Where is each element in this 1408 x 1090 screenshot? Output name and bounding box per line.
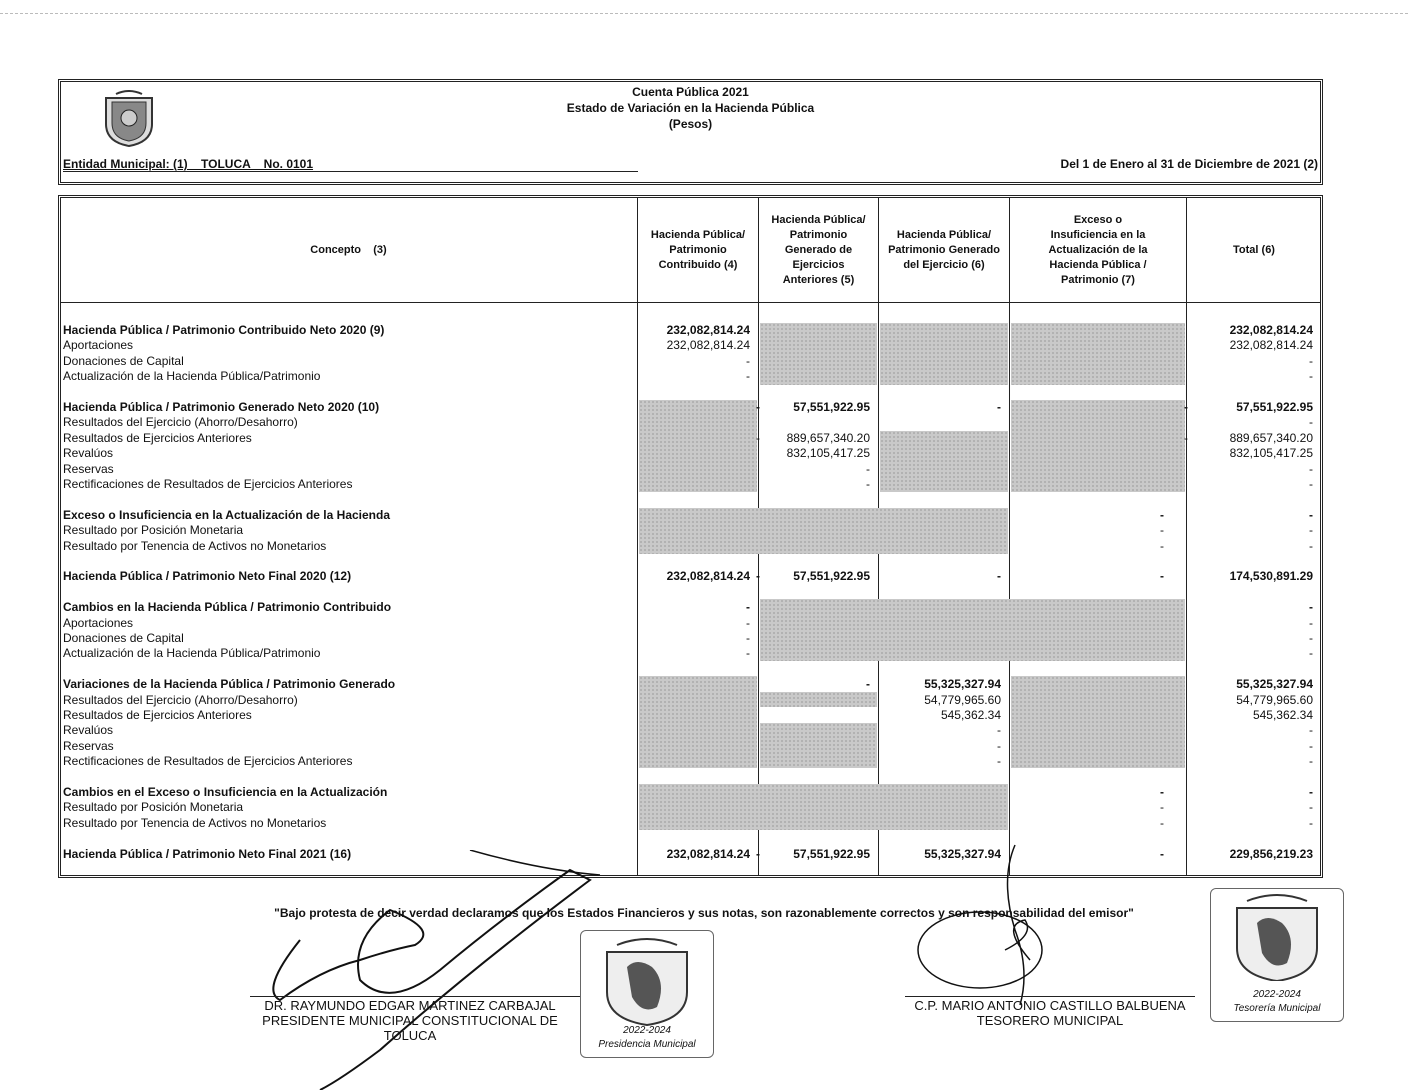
cell-value: - (746, 353, 750, 368)
treasury-stamp (1210, 888, 1344, 1022)
cell-c5 (759, 677, 870, 692)
col-header-line: Patrimonio Generado (888, 243, 1000, 256)
signer-president (230, 998, 590, 1043)
cell-c6 (879, 708, 1001, 723)
negative-sign: - (756, 569, 760, 584)
cell-c6 (879, 754, 1001, 769)
signer-president-city: TOLUCA (383, 1028, 437, 1043)
shaded-cell-block (880, 431, 1008, 492)
cell-c7 (1010, 800, 1164, 815)
cell-c5 (756, 569, 870, 584)
cell-value: - (997, 569, 1001, 584)
cell-c6 (879, 677, 1001, 692)
cell-value: 54,779,965.60 (924, 692, 1001, 707)
row-label: Hacienda Pública / Patrimonio Neto Final 2020 (12) (63, 569, 352, 584)
cell-value: 889,657,340.20 (1229, 430, 1313, 445)
cell-total (1187, 616, 1313, 631)
cell-value: 57,551,922.95 (1236, 400, 1313, 414)
cell-c6 (879, 723, 1001, 738)
cell-total (1187, 323, 1313, 338)
cell-total (1187, 523, 1313, 538)
negative-sign: - (1184, 430, 1188, 445)
cell-total (1187, 508, 1313, 523)
cell-value: 232,082,814.24 (666, 323, 750, 337)
signer-treasurer-title: TESORERO MUNICIPAL (976, 1013, 1124, 1028)
shaded-cell-block (760, 599, 1185, 661)
cell-value: - (1309, 800, 1313, 815)
presidency-stamp-label: Presidencia Municipal (598, 1039, 696, 1050)
col-header-concept-text: Concepto (3) (310, 243, 387, 256)
cell-total (1187, 816, 1313, 831)
row-label: Donaciones de Capital (63, 631, 184, 645)
cell-total (1187, 369, 1313, 384)
cell-total (1187, 569, 1313, 584)
negative-sign: - (756, 846, 760, 861)
presidency-stamp-year: 2022-2024 (623, 1025, 671, 1036)
col-header-total (1187, 200, 1321, 300)
cell-c4 (638, 338, 750, 353)
cell-total (1184, 430, 1313, 446)
report-subtitle: Estado de Variación en la Hacienda Pública (566, 101, 815, 115)
cell-c4 (638, 369, 750, 384)
cell-value: - (997, 400, 1001, 414)
col-header-line: Anteriores (5) (782, 273, 855, 286)
cell-c5 (759, 477, 870, 492)
col-header-contributed (638, 200, 758, 300)
cell-total (1187, 800, 1313, 815)
cell-total (1187, 631, 1313, 646)
signer-treasurer (880, 998, 1220, 1028)
col-header-line: Patrimonio (789, 228, 848, 241)
table-header-separator (60, 302, 1321, 303)
cell-total (1187, 477, 1313, 492)
signer-president-title: PRESIDENTE MUNICIPAL CONSTITUCIONAL DE (262, 1013, 558, 1028)
cell-total (1187, 723, 1313, 738)
cell-total (1187, 847, 1313, 862)
cell-value: 832,105,417.25 (1229, 446, 1313, 461)
cell-c5 (756, 400, 870, 415)
cell-value: 232,082,814.24 (1229, 323, 1313, 337)
col-header-line: Actualización de la (1048, 243, 1148, 256)
cell-value: - (1309, 523, 1313, 538)
cell-value: 545,362.34 (940, 708, 1001, 722)
cell-value: - (866, 677, 870, 692)
entity-underline (63, 171, 638, 172)
cell-total (1187, 462, 1313, 477)
cell-total (1187, 415, 1313, 430)
cell-value: - (1160, 800, 1164, 815)
shaded-cell-block (639, 508, 1008, 554)
cell-value: - (1160, 538, 1164, 553)
row-label: Resultados del Ejercicio (Ahorro/Desahorro) (63, 692, 298, 707)
cell-value: - (1309, 415, 1313, 430)
cell-total (1187, 446, 1313, 461)
cell-value: - (746, 631, 750, 645)
cell-value: - (997, 738, 1001, 753)
col-header-line: Exceso o (1073, 213, 1123, 226)
report-title: Cuenta Pública 2021 (632, 85, 749, 99)
cell-total (1187, 338, 1313, 353)
cell-value: - (1309, 477, 1313, 491)
col-header-line: del Ejercicio (6) (903, 258, 985, 271)
cell-c4 (638, 616, 750, 631)
cell-value: 889,657,340.20 (786, 430, 870, 445)
cell-value: - (1309, 369, 1313, 384)
treasury-seal-icon (1227, 893, 1327, 981)
shaded-cell-block (1011, 323, 1185, 385)
cell-c7 (1010, 539, 1164, 554)
cell-value: - (1160, 785, 1164, 799)
treasury-stamp-label: Tesorería Municipal (1233, 1003, 1321, 1014)
col-header-prior-years (759, 200, 878, 300)
col-header-line: Contribuido (4) (658, 258, 738, 271)
col-header-line: Ejercicios (792, 258, 845, 271)
cell-value: 545,362.34 (1252, 708, 1313, 722)
cell-value: - (1309, 631, 1313, 645)
cell-c7 (1010, 523, 1164, 538)
cell-value: 55,325,327.94 (1236, 677, 1313, 692)
cell-c6 (879, 739, 1001, 754)
cell-c6 (879, 569, 1001, 584)
col-header-line: Hacienda Pública/ (896, 228, 992, 241)
shaded-cell-block (1011, 400, 1185, 492)
cell-value: - (997, 723, 1001, 738)
row-label: Exceso o Insuficiencia en la Actualización de la Hacienda (63, 507, 391, 522)
shaded-cell-block (760, 323, 877, 385)
row-label: Resultados de Ejercicios Anteriores (63, 430, 252, 445)
cell-value: 232,082,814.24 (1229, 338, 1313, 353)
cell-c5 (759, 462, 870, 477)
row-label: Actualización de la Hacienda Pública/Patrimonio (63, 646, 321, 661)
negative-sign: - (756, 400, 760, 414)
col-header-line: Patrimonio (669, 243, 727, 256)
row-label: Rectificaciones de Resultados de Ejercicios Anteriores (63, 477, 353, 491)
col-header-line: Hacienda Pública / (1049, 258, 1147, 271)
row-label: Rectificaciones de Resultados de Ejercicios Anteriores (63, 754, 353, 769)
row-label: Actualización de la Hacienda Pública/Patrimonio (63, 369, 321, 384)
col-header-update-excess (1010, 200, 1186, 300)
shaded-cell-block (760, 692, 877, 707)
row-label: Cambios en la Hacienda Pública / Patrimonio Contribuido (63, 600, 392, 615)
cell-c4 (638, 569, 750, 584)
cell-value: - (1309, 353, 1313, 368)
row-label: Hacienda Pública / Patrimonio Neto Final 2021 (16) (63, 846, 352, 861)
cell-c6 (879, 693, 1001, 708)
cell-value: 229,856,219.23 (1229, 846, 1313, 861)
row-label: Reservas (63, 738, 114, 753)
cell-c7 (1010, 569, 1164, 584)
cell-c4 (638, 847, 750, 862)
row-label: Resultados del Ejercicio (Ahorro/Desahorro) (63, 415, 298, 430)
cell-total (1187, 785, 1313, 800)
cell-c4 (638, 354, 750, 369)
cell-value: 55,325,327.94 (924, 846, 1001, 861)
row-label: Resultado por Tenencia de Activos no Monetarios (63, 538, 327, 553)
row-label: Hacienda Pública / Patrimonio Contribuido Neto 2020 (9) (63, 323, 385, 337)
shaded-cell-block (880, 323, 1008, 385)
signature-president-icon (240, 850, 620, 1090)
cell-c4 (638, 323, 750, 338)
cell-value: - (1309, 538, 1313, 553)
scan-top-edge (0, 13, 1408, 14)
signature-line-president (250, 996, 580, 997)
cell-c7 (1010, 785, 1164, 800)
col-header-line: Generado de (784, 243, 853, 256)
cell-value: - (1160, 569, 1164, 584)
shaded-cell-block (639, 676, 757, 768)
col-header-text (651, 228, 745, 273)
cell-value: 57,551,922.95 (793, 569, 870, 584)
cell-value: - (997, 754, 1001, 769)
cell-value: - (746, 646, 750, 661)
col-header-concept (60, 200, 637, 300)
cell-value: - (1309, 507, 1313, 522)
cell-value: - (1309, 738, 1313, 753)
cell-total (1187, 677, 1313, 692)
report-units: (Pesos) (668, 117, 713, 131)
col-header-text (1048, 213, 1147, 288)
row-label: Variaciones de la Hacienda Pública / Patrimonio Generado (63, 677, 396, 692)
cell-value: 832,105,417.25 (786, 446, 870, 461)
cell-value: - (1160, 507, 1164, 522)
cell-c7 (1010, 508, 1164, 523)
row-label: Revalúos (63, 723, 114, 738)
cell-c7 (1010, 816, 1164, 831)
row-label: Aportaciones (63, 615, 134, 630)
cell-total (1187, 600, 1313, 615)
negative-sign: - (1184, 400, 1188, 414)
signature-line-treasurer (905, 996, 1195, 997)
signature-treasurer-icon (905, 840, 1105, 1010)
cell-total (1187, 693, 1313, 708)
cell-value: 57,551,922.95 (793, 400, 870, 414)
row-label: Cambios en el Exceso o Insuficiencia en la Actualización (63, 785, 388, 799)
cell-c5 (756, 846, 870, 862)
cell-value: 174,530,891.29 (1229, 569, 1313, 584)
cell-c5 (759, 446, 870, 461)
signer-president-name: DR. RAYMUNDO EDGAR MARTINEZ CARBAJAL (264, 998, 556, 1013)
row-label: Donaciones de Capital (63, 353, 184, 368)
cell-total (1187, 354, 1313, 369)
cell-value: 232,082,814.24 (666, 846, 750, 861)
row-label: Aportaciones (63, 338, 134, 353)
cell-value: - (1309, 461, 1313, 476)
row-label: Revalúos (63, 446, 114, 461)
col-header-line: Patrimonio (7) (1061, 273, 1135, 286)
shaded-cell-block (639, 784, 1008, 830)
cell-value: - (1309, 815, 1313, 830)
cell-total (1187, 754, 1313, 769)
signer-treasurer-name: C.P. MARIO ANTONIO CASTILLO BALBUENA (914, 998, 1186, 1013)
cell-c6 (879, 400, 1001, 415)
cell-total (1187, 646, 1313, 661)
row-label: Resultados de Ejercicios Anteriores (63, 708, 252, 722)
treasury-stamp-year: 2022-2024 (1253, 989, 1301, 1000)
cell-value: - (866, 461, 870, 476)
cell-value: 232,082,814.24 (666, 338, 750, 353)
col-header-current-year (879, 200, 1009, 300)
cell-value: - (1309, 615, 1313, 630)
cell-value: - (1309, 646, 1313, 661)
row-label: Resultado por Tenencia de Activos no Monetarios (63, 815, 327, 830)
cell-total (1187, 539, 1313, 554)
cell-c4 (638, 600, 750, 615)
cell-value: 57,551,922.95 (793, 846, 870, 861)
declaration-text: "Bajo protesta de decir verdad declaramos que los Estados Financieros y sus notas, son razonablemente correctos y son responsabilidad del emisor" (274, 906, 1134, 920)
cell-value: - (866, 477, 870, 491)
cell-value: 232,082,814.24 (666, 569, 750, 584)
municipal-coat-of-arms-icon (98, 90, 160, 148)
cell-value: - (1309, 785, 1313, 799)
row-label: Hacienda Pública / Patrimonio Generado Neto 2020 (10) (63, 400, 380, 414)
cell-total (1187, 708, 1313, 723)
shaded-cell-block (1011, 676, 1185, 768)
cell-value: 54,779,965.60 (1236, 692, 1313, 707)
row-label: Resultado por Posición Monetaria (63, 523, 244, 538)
cell-c5 (756, 430, 870, 446)
col-header-line: Hacienda Pública/ (650, 228, 746, 241)
col-header-text (888, 228, 1000, 273)
shaded-cell-block (639, 400, 757, 492)
cell-c4 (638, 646, 750, 661)
cell-value: - (1309, 723, 1313, 738)
cell-value: - (1160, 815, 1164, 830)
cell-total (1187, 739, 1313, 754)
cell-value: 55,325,327.94 (924, 677, 1001, 692)
col-header-total-text: Total (6) (1233, 243, 1275, 256)
cell-value: - (746, 615, 750, 630)
presidency-stamp (580, 930, 714, 1058)
cell-c4 (638, 631, 750, 646)
cell-value: - (1160, 846, 1164, 861)
col-header-text (771, 213, 865, 288)
cell-value: - (746, 600, 750, 615)
entity-label: Entidad Municipal: (1) TOLUCA No. 0101 (63, 157, 314, 171)
cell-total (1184, 400, 1313, 415)
shaded-cell-block (760, 723, 877, 768)
cell-value: - (746, 369, 750, 384)
col-header-line: Hacienda Pública/ (771, 213, 866, 226)
cell-value: - (1160, 523, 1164, 538)
col-header-line: Insuficiencia en la (1050, 228, 1146, 241)
report-period: Del 1 de Enero al 31 de Diciembre de 2021 (2) (1060, 157, 1318, 171)
presidency-seal-icon (597, 937, 697, 1027)
negative-sign: - (756, 430, 760, 445)
row-label: Resultado por Posición Monetaria (63, 800, 244, 815)
cell-value: - (1309, 754, 1313, 769)
cell-value: - (1309, 600, 1313, 615)
row-label: Reservas (63, 461, 114, 476)
